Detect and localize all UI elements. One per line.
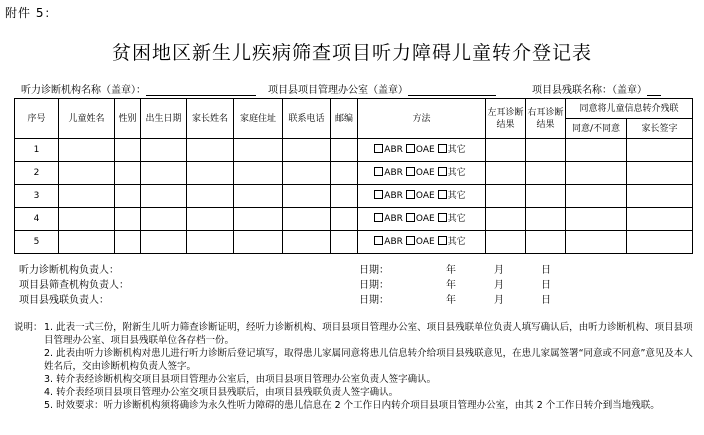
row-number: 4: [15, 208, 59, 231]
table-row: [15, 139, 693, 162]
method-option[interactable]: [438, 145, 466, 155]
note-item: 4. 转介表经项目县项目管理办公室交项目县残联后，由项目县残联负责人签字确认。: [44, 387, 399, 398]
method-option-label: 其它: [447, 191, 466, 201]
input-cell[interactable]: [59, 139, 115, 162]
disabled-fed-blank[interactable]: [647, 84, 661, 96]
method-option[interactable]: [374, 237, 403, 247]
method-option-label: OAE: [415, 237, 435, 247]
input-cell[interactable]: [141, 162, 187, 185]
input-cell[interactable]: [627, 162, 693, 185]
header-no: 序号: [15, 99, 59, 139]
disabled-fed-field: [532, 81, 661, 96]
table-row: [15, 162, 693, 185]
method-option[interactable]: [406, 145, 435, 155]
input-cell[interactable]: [141, 139, 187, 162]
input-cell[interactable]: [59, 208, 115, 231]
method-option-label: ABR: [384, 168, 403, 178]
input-cell[interactable]: [526, 139, 566, 162]
header-parent-name: 家长姓名: [187, 99, 234, 139]
method-option[interactable]: [438, 237, 466, 247]
date-day-label: 日: [541, 265, 551, 276]
table-row: [15, 231, 693, 254]
checkbox-icon[interactable]: [374, 213, 383, 222]
method-option-label: ABR: [384, 145, 403, 155]
county-office-label: 项目县项目管理办公室（盖章）: [268, 85, 408, 96]
input-cell[interactable]: [187, 208, 234, 231]
input-cell[interactable]: [115, 185, 141, 208]
method-option-label: 其它: [447, 168, 466, 178]
method-option[interactable]: [374, 214, 403, 224]
input-cell[interactable]: [566, 231, 627, 254]
date-year-label: 年: [446, 295, 456, 306]
input-cell[interactable]: [234, 231, 283, 254]
method-option[interactable]: [374, 145, 403, 155]
input-cell[interactable]: [59, 231, 115, 254]
input-cell[interactable]: [627, 231, 693, 254]
date-day-label: 日: [541, 295, 551, 306]
input-cell[interactable]: [526, 162, 566, 185]
note-item: 5. 时效要求：听力诊断机构须将确诊为永久性听力障碍的患儿信息在 2 个工作日内转介项目县项目管理办公室，由其 2 个工作日转介到当地残联。: [44, 400, 660, 411]
input-cell[interactable]: [486, 231, 526, 254]
table-row: [15, 185, 693, 208]
header-agree: 同意/不同意: [566, 119, 627, 139]
method-option-label: 其它: [447, 214, 466, 224]
input-cell[interactable]: [566, 185, 627, 208]
header-birth-date: 出生日期: [141, 99, 187, 139]
checkbox-icon[interactable]: [438, 144, 447, 153]
date-label: 日期：: [359, 280, 389, 291]
input-cell[interactable]: [331, 231, 358, 254]
date-month-label: 月: [494, 280, 504, 291]
method-option-label: OAE: [415, 191, 435, 201]
attachment-label: 附件 5：: [5, 6, 58, 20]
input-cell[interactable]: [187, 139, 234, 162]
sig-office-head: 项目县筛查机构负责人：: [19, 280, 129, 291]
header-sex: 性别: [115, 99, 141, 139]
input-cell[interactable]: [486, 139, 526, 162]
input-cell[interactable]: [187, 162, 234, 185]
method-cell: [358, 231, 486, 254]
county-office-field: [268, 81, 496, 96]
checkbox-icon[interactable]: [374, 190, 383, 199]
input-cell[interactable]: [234, 185, 283, 208]
checkbox-icon[interactable]: [406, 167, 415, 176]
input-cell[interactable]: [526, 185, 566, 208]
input-cell[interactable]: [115, 139, 141, 162]
header-postcode: 邮编: [331, 99, 358, 139]
header-address: 家庭住址: [234, 99, 283, 139]
method-option[interactable]: [406, 191, 435, 201]
input-cell[interactable]: [627, 185, 693, 208]
method-cell: [358, 185, 486, 208]
method-option-label: 其它: [447, 145, 466, 155]
input-cell[interactable]: [526, 231, 566, 254]
form-title: 贫困地区新生儿疾病筛查项目听力障碍儿童转介登记表: [111, 42, 592, 64]
input-cell[interactable]: [283, 162, 331, 185]
input-cell[interactable]: [115, 231, 141, 254]
method-option-label: OAE: [415, 145, 435, 155]
checkbox-icon[interactable]: [406, 144, 415, 153]
input-cell[interactable]: [115, 162, 141, 185]
input-cell[interactable]: [283, 231, 331, 254]
date-label: 日期：: [359, 295, 389, 306]
date-year-label: 年: [446, 265, 456, 276]
header-consent-group: 同意将儿童信息转介残联: [566, 99, 693, 119]
method-option[interactable]: [438, 168, 466, 178]
referral-table: [14, 98, 693, 254]
input-cell[interactable]: [115, 208, 141, 231]
input-cell[interactable]: [59, 185, 115, 208]
county-office-blank[interactable]: [408, 84, 496, 96]
input-cell[interactable]: [234, 139, 283, 162]
header-left-ear: 左耳诊断结果: [486, 99, 526, 139]
method-cell: [358, 139, 486, 162]
checkbox-icon[interactable]: [406, 190, 415, 199]
input-cell[interactable]: [627, 139, 693, 162]
method-option-label: OAE: [415, 168, 435, 178]
input-cell[interactable]: [331, 185, 358, 208]
method-option[interactable]: [374, 191, 403, 201]
input-cell[interactable]: [486, 162, 526, 185]
checkbox-icon[interactable]: [374, 167, 383, 176]
header-method: 方法: [358, 99, 486, 139]
method-option-label: 其它: [447, 237, 466, 247]
checkbox-icon[interactable]: [438, 190, 447, 199]
header-phone: 联系电话: [283, 99, 331, 139]
input-cell[interactable]: [234, 162, 283, 185]
checkbox-icon[interactable]: [406, 236, 415, 245]
input-cell[interactable]: [566, 139, 627, 162]
method-cell: [358, 162, 486, 185]
date-month-label: 月: [494, 295, 504, 306]
disabled-fed-label: 项目县残联名称：（盖章）: [532, 85, 647, 96]
method-option-label: ABR: [384, 191, 403, 201]
note-item: 3. 转介表经诊断机构交项目县项目管理办公室后，由项目县项目管理办公室负责人签字确认。: [44, 374, 437, 385]
date-month-label: 月: [494, 265, 504, 276]
hearing-org-label: 听力诊断机构名称（盖章）：: [21, 85, 146, 96]
row-number: 1: [15, 139, 59, 162]
hearing-org-blank[interactable]: [146, 84, 256, 96]
header-parent-sign: 家长签字: [627, 119, 693, 139]
date-year-label: 年: [446, 280, 456, 291]
input-cell[interactable]: [283, 208, 331, 231]
sig-fed-head: 项目县残联负责人：: [19, 295, 109, 306]
header-right-ear: 右耳诊断结果: [526, 99, 566, 139]
method-option-label: OAE: [415, 214, 435, 224]
input-cell[interactable]: [141, 208, 187, 231]
header-child-name: 儿童姓名: [59, 99, 115, 139]
input-cell[interactable]: [526, 208, 566, 231]
input-cell[interactable]: [331, 139, 358, 162]
note-item: 2. 此表由听力诊断机构对患儿进行听力诊断后登记填写，取得患儿家属同意将患儿信息转介给项目县残联意见，在患儿家属签署“同意或不同意”意见及本人姓名后，交由诊断机构负责人签字。: [44, 348, 693, 372]
input-cell[interactable]: [566, 208, 627, 231]
input-cell[interactable]: [141, 185, 187, 208]
checkbox-icon[interactable]: [374, 144, 383, 153]
input-cell[interactable]: [187, 231, 234, 254]
input-cell[interactable]: [486, 208, 526, 231]
sig-hearing-head: 听力诊断机构负责人：: [19, 265, 119, 276]
input-cell[interactable]: [234, 208, 283, 231]
checkbox-icon[interactable]: [406, 213, 415, 222]
method-option[interactable]: [438, 191, 466, 201]
method-cell: [358, 208, 486, 231]
input-cell[interactable]: [331, 208, 358, 231]
input-cell[interactable]: [283, 139, 331, 162]
input-cell[interactable]: [627, 208, 693, 231]
row-number: 5: [15, 231, 59, 254]
method-option[interactable]: [438, 214, 466, 224]
input-cell[interactable]: [486, 185, 526, 208]
checkbox-icon[interactable]: [438, 236, 447, 245]
checkbox-icon[interactable]: [374, 236, 383, 245]
method-option[interactable]: [374, 168, 403, 178]
input-cell[interactable]: [59, 162, 115, 185]
checkbox-icon[interactable]: [438, 213, 447, 222]
table-row: [15, 208, 693, 231]
method-option-label: ABR: [384, 214, 403, 224]
method-option-label: ABR: [384, 237, 403, 247]
method-option[interactable]: [406, 237, 435, 247]
date-label: 日期：: [359, 265, 389, 276]
method-option[interactable]: [406, 214, 435, 224]
input-cell[interactable]: [331, 162, 358, 185]
input-cell[interactable]: [283, 185, 331, 208]
input-cell[interactable]: [187, 185, 234, 208]
note-item: 1. 此表一式三份，附新生儿听力筛查诊断证明，经听力诊断机构、项目县项目管理办公室、项目县残联单位负责人填写确认后，由听力诊断机构、项目县项目管理办公室、项目县残联单位各存档一份。: [44, 322, 693, 346]
row-number: 2: [15, 162, 59, 185]
input-cell[interactable]: [566, 162, 627, 185]
notes-label: 说明：: [14, 322, 43, 333]
input-cell[interactable]: [141, 231, 187, 254]
row-number: 3: [15, 185, 59, 208]
date-day-label: 日: [541, 280, 551, 291]
method-option[interactable]: [406, 168, 435, 178]
hearing-org-field: [21, 81, 256, 96]
checkbox-icon[interactable]: [438, 167, 447, 176]
